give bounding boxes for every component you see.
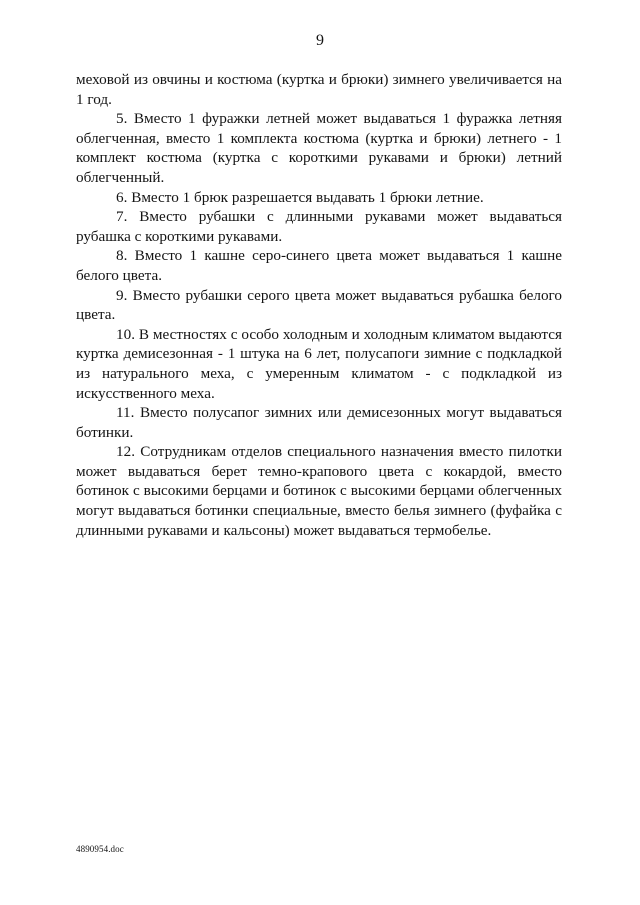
paragraph-9: 9. Вместо рубашки серого цвета может выдаваться рубашка белого цвета.: [76, 286, 562, 324]
paragraph-7: 7. Вместо рубашки с длинными рукавами может выдаваться рубашка с короткими рукавами.: [76, 208, 562, 245]
paragraph-12: 12. Сотрудникам отделов специального назначения вместо пилотки может выдаваться берет темно-крапового цвета с кокардой, вместо ботинок с высокими берцами и ботинок с высокими берцами облегченных могут выдаваться ботинки специальные, вместо белья зимнего (фуфайка с длинными рукавами и кальсоны) может выдаваться термобелье.: [76, 443, 562, 539]
paragraph-11: 11. Вместо полусапог зимних или демисезонных могут выдаваться ботинки.: [76, 404, 562, 441]
paragraph-6: 6. Вместо 1 брюк разрешается выдавать 1 брюки летние.: [116, 188, 484, 206]
document-body: [76, 70, 562, 540]
paragraph-10: 10. В местностях с особо холодным и холодным климатом выдаются куртка демисезонная - 1 штука на 6 лет, полусапоги зимние с подкладкой из натурального меха, с умеренным климатом - с подкладкой из искусственного меха.: [76, 325, 562, 402]
paragraph-continuation: меховой из овчины и костюма (куртка и брюки) зимнего увеличивается на 1 год.: [76, 71, 562, 108]
page-number: 9: [316, 32, 324, 49]
paragraph-8: 8. Вместо 1 кашне серо-синего цвета может выдаваться 1 кашне белого цвета.: [76, 247, 562, 284]
document-file-code: 4890954.doc: [76, 844, 124, 854]
paragraph-5: 5. Вместо 1 фуражки летней может выдаваться 1 фуражка летняя облегченная, вместо 1 комплекта костюма (куртка и брюки) летнего - 1 комплект костюма (куртка с короткими рукавами и брюки) летний облегченный.: [76, 110, 562, 186]
